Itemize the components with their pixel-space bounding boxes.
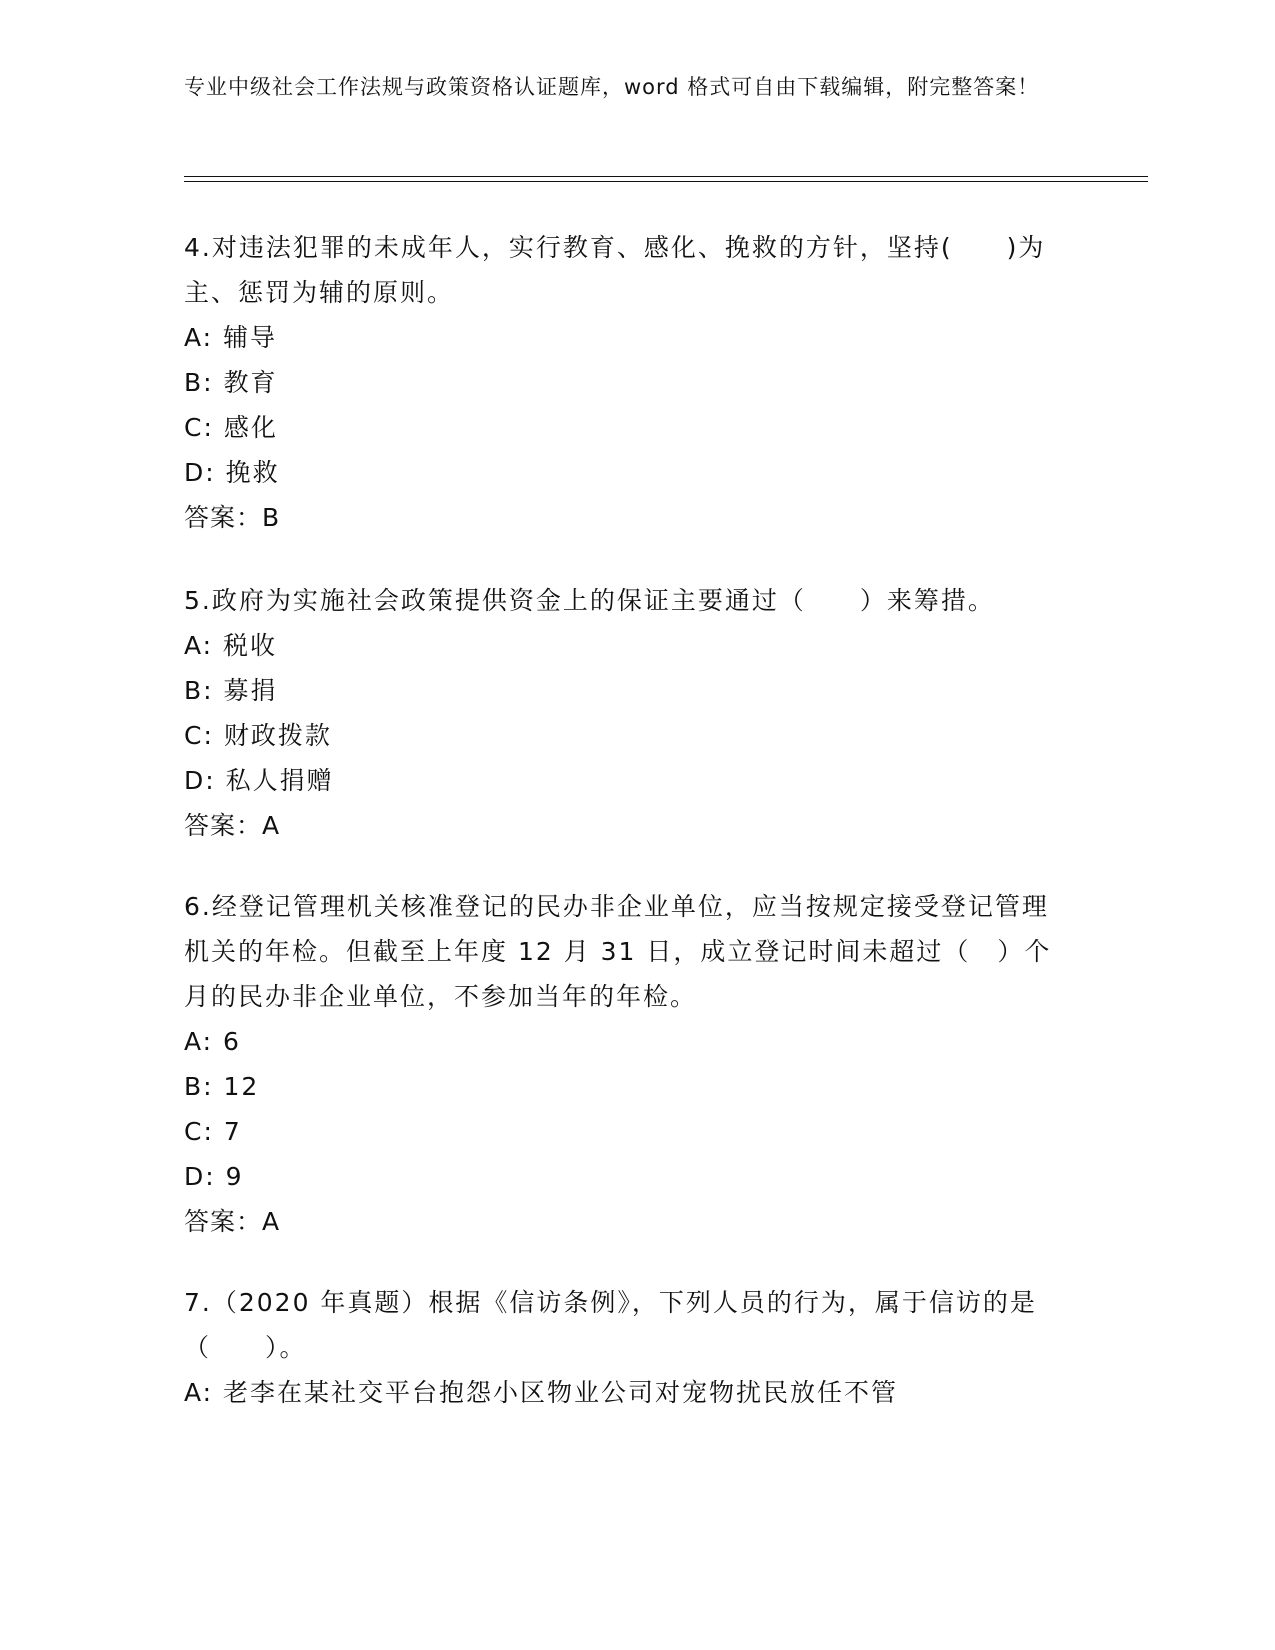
question-stem: 6.经登记管理机关核准登记的民办非企业单位，应当按规定接受登记管理机关的年检。但截至上年度 12 月 31 日，成立登记时间未超过（ ）个月的民办非企业单位，不参加当年的年检。 [184, 892, 1052, 1011]
header-divider [184, 176, 1148, 177]
question-block-7 [184, 1280, 1074, 1415]
option-c: C: 7 [184, 1117, 242, 1146]
option-a: A: 辅导 [184, 323, 278, 352]
option-b: B: 12 [184, 1072, 260, 1101]
option-d: D: 挽救 [184, 458, 280, 487]
answer-line: 答案：A [184, 1207, 281, 1236]
option-a: A: 6 [184, 1027, 241, 1056]
header-divider-second [184, 181, 1148, 182]
question-block-6 [184, 884, 1074, 1244]
question-stem: 5.政府为实施社会政策提供资金上的保证主要通过（ ）来筹措。 [184, 586, 995, 615]
question-stem: 4.对违法犯罪的未成年人，实行教育、感化、挽救的方针，坚持( )为主、惩罚为辅的原则。 [184, 233, 1046, 307]
question-block-5 [184, 578, 1074, 848]
answer-line: 答案：A [184, 811, 281, 840]
option-d: D: 私人捐赠 [184, 766, 334, 795]
page-header: 专业中级社会工作法规与政策资格认证题库，word 格式可自由下载编辑，附完整答案！ [184, 75, 1040, 99]
option-d: D: 9 [184, 1162, 244, 1191]
option-b: B: 募捐 [184, 676, 278, 705]
question-block-4 [184, 225, 1074, 540]
option-b: B: 教育 [184, 368, 278, 397]
option-c: C: 感化 [184, 413, 278, 442]
option-a: A: 老李在某社交平台抱怨小区物业公司对宠物扰民放任不管 [184, 1378, 899, 1407]
option-a: A: 税收 [184, 631, 278, 660]
question-stem: 7.（2020 年真题）根据《信访条例》，下列人员的行为，属于信访的是（ ）。 [184, 1288, 1037, 1362]
option-c: C: 财政拨款 [184, 721, 332, 750]
answer-line: 答案：B [184, 503, 281, 532]
